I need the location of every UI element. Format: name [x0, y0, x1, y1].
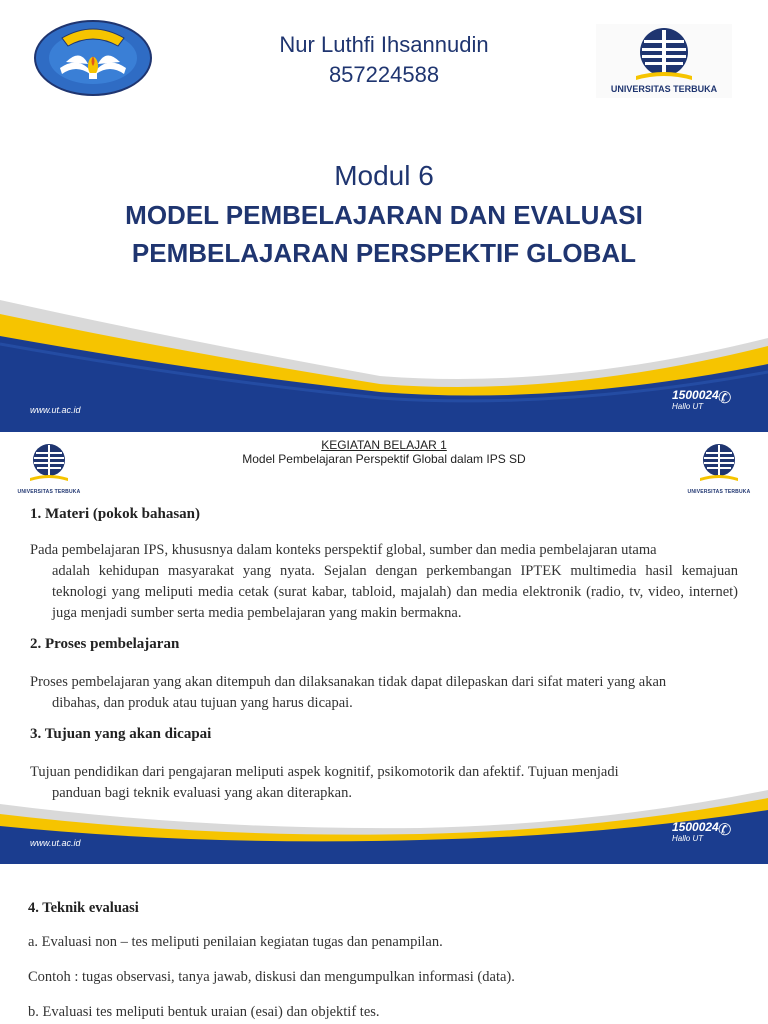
- ut-logo-right: [686, 440, 752, 496]
- section-paragraph: [30, 540, 738, 624]
- section-heading: 4. Teknik evaluasi: [28, 900, 139, 916]
- ut-logo-left: [16, 440, 82, 496]
- evaluation-line-b: b. Evaluasi tes meliputi bentuk uraian (esai) dan objektif tes.: [28, 1004, 380, 1020]
- universitas-terbuka-logo: [596, 24, 732, 98]
- continuation-slide: [0, 864, 768, 1024]
- section-heading: 1. Materi (pokok bahasan): [30, 506, 201, 522]
- evaluation-line-a: a. Evaluasi non – tes meliputi penilaian kegiatan tugas dan penampilan.: [28, 934, 443, 950]
- title-line-1: MODEL PEMBELAJARAN DAN EVALUASI: [125, 200, 643, 230]
- logo-caption: UNIVERSITAS TERBUKA: [17, 489, 81, 495]
- section-heading: 2. Proses pembelajaran: [30, 636, 180, 652]
- kb-subtitle: Model Pembelajaran Perspektif Global dalam IPS SD: [242, 452, 526, 466]
- hotline-label: Hallo UT: [672, 402, 704, 411]
- universitas-terbuka-globe-icon: [596, 24, 732, 98]
- kb-title: KEGIATAN BELAJAR 1: [321, 438, 447, 452]
- tut-wuri-handayani-icon: [32, 18, 154, 98]
- website-link[interactable]: www.ut.ac.id: [30, 405, 81, 415]
- section-paragraph: [30, 672, 738, 714]
- modul-label: Modul 6: [334, 160, 434, 191]
- phone-icon: ✆: [718, 390, 732, 407]
- tut-wuri-handayani-logo: [32, 18, 154, 98]
- title-line-2: PEMBELAJARAN PERSPEKTIF GLOBAL: [131, 238, 637, 268]
- evaluation-example: Contoh : tugas observasi, tanya jawab, diskusi dan mengumpulkan informasi (data).: [28, 969, 515, 985]
- author-name: Nur Luthfi Ihsannudin: [279, 32, 489, 57]
- logo-caption: UNIVERSITAS TERBUKA: [610, 84, 718, 94]
- hotline: [672, 822, 719, 844]
- paragraph-rest: panduan bagi teknik evaluasi yang akan diterapkan.: [52, 785, 352, 801]
- hotline-number: 1500024: [672, 388, 719, 402]
- author-nim: 857224588: [328, 62, 440, 87]
- section-heading: 3. Tujuan yang akan dicapai: [30, 726, 212, 742]
- hotline: [672, 390, 719, 412]
- footer-wave: [0, 784, 768, 864]
- hotline-number: 1500024: [672, 820, 719, 834]
- kegiatan-belajar-header: [180, 438, 588, 466]
- paragraph-first-line: Pada pembelajaran IPS, khususnya dalam konteks perspektif global, sumber dan media pembelajaran utama: [30, 542, 657, 558]
- universitas-terbuka-globe-icon: [16, 440, 82, 484]
- paragraph-first-line: Proses pembelajaran yang akan ditempuh dan dilaksanakan tidak dapat dilepaskan dari sifat materi yang akan: [30, 674, 667, 690]
- paragraph-rest: dibahas, dan produk atau tujuan yang harus dicapai.: [52, 695, 353, 711]
- logo-caption: UNIVERSITAS TERBUKA: [687, 489, 751, 495]
- paragraph-first-line: Tujuan pendidikan dari pengajaran meliputi aspek kognitif, psikomotorik dan afektif. Tujuan menjadi: [30, 764, 619, 780]
- website-link[interactable]: www.ut.ac.id: [30, 838, 81, 848]
- phone-icon: ✆: [718, 822, 732, 839]
- paragraph-rest: adalah kehidupan masyarakat yang nyata. Sejalan dengan perkembangan IPTEK multimedia hasil kemajuan teknologi yang meliputi media cetak (surat kabar, tabloid, majalah) dan media elektronik (radio, tv, video, internet) juga menjadi sumber serta media pembelajaran yang makin bermakna.: [52, 563, 738, 621]
- content-slide: [0, 432, 768, 864]
- footer-wave: [0, 280, 768, 432]
- hotline-label: Hallo UT: [672, 834, 704, 843]
- universitas-terbuka-globe-icon: [686, 440, 752, 484]
- title-slide: [0, 0, 768, 432]
